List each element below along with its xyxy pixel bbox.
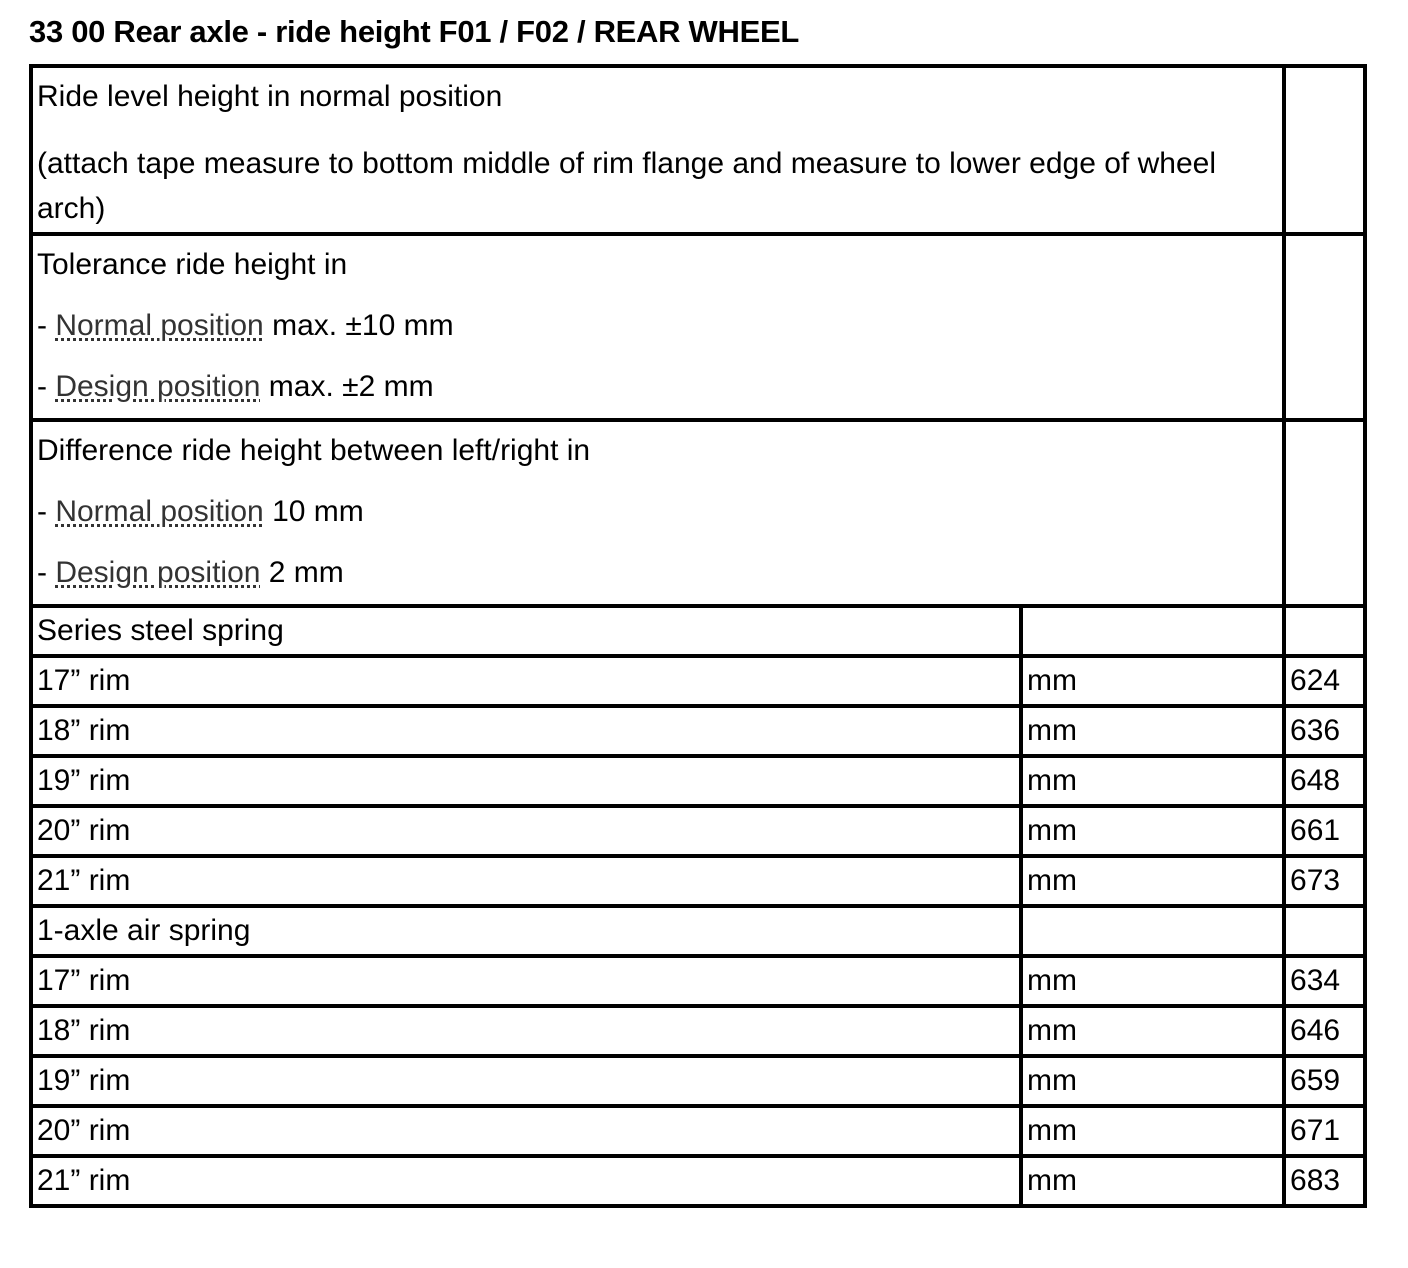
difference-row [31, 420, 1365, 606]
ride-height-value: 636 [1284, 706, 1365, 756]
unit: mm [1021, 956, 1284, 1006]
dash: - [37, 370, 56, 403]
group-header-row [31, 606, 1365, 656]
unit: mm [1021, 806, 1284, 856]
tolerance-normal-value: max. ±10 mm [263, 309, 454, 342]
dash: - [37, 495, 56, 528]
rim-size: 19” rim [31, 1056, 1021, 1106]
table-row [31, 956, 1365, 1006]
ride-height-value: 659 [1284, 1056, 1365, 1106]
intro-row [31, 66, 1365, 234]
tolerance-empty-cell [1284, 234, 1365, 420]
unit: mm [1021, 1056, 1284, 1106]
difference-heading: Difference ride height between left/right in [37, 434, 591, 467]
ride-height-value: 634 [1284, 956, 1365, 1006]
unit: mm [1021, 656, 1284, 706]
group-name: 1-axle air spring [31, 906, 1021, 956]
table-row [31, 756, 1365, 806]
difference-design-line [37, 556, 1278, 590]
table-row [31, 1006, 1365, 1056]
difference-empty-cell [1284, 420, 1365, 606]
rim-size: 21” rim [31, 856, 1021, 906]
ride-height-value: 673 [1284, 856, 1365, 906]
tolerance-normal-line [37, 309, 1278, 343]
design-position-link[interactable]: Design position [55, 556, 261, 589]
unit: mm [1021, 1156, 1284, 1206]
page-title: 33 00 Rear axle - ride height F01 / F02 / REAR WHEEL [29, 14, 799, 49]
tolerance-design-line [37, 370, 1278, 404]
table-row [31, 1106, 1365, 1156]
group-empty-unit [1021, 906, 1284, 956]
table-row [31, 706, 1365, 756]
unit: mm [1021, 856, 1284, 906]
difference-normal-line [37, 495, 1278, 529]
intro-cell [31, 66, 1284, 234]
rim-size: 21” rim [31, 1156, 1021, 1206]
rim-size: 20” rim [31, 806, 1021, 856]
ride-height-value: 648 [1284, 756, 1365, 806]
rim-size: 18” rim [31, 706, 1021, 756]
tolerance-design-value: max. ±2 mm [260, 370, 434, 403]
difference-design-value: 2 mm [260, 556, 344, 589]
dash: - [37, 309, 56, 342]
normal-position-link[interactable]: Normal position [55, 309, 264, 342]
ride-height-value: 683 [1284, 1156, 1365, 1206]
rim-size: 17” rim [31, 956, 1021, 1006]
rim-size: 19” rim [31, 756, 1021, 806]
table-row [31, 1056, 1365, 1106]
group-name: Series steel spring [31, 606, 1021, 656]
difference-normal-value: 10 mm [263, 495, 364, 528]
unit: mm [1021, 1006, 1284, 1056]
difference-cell [31, 420, 1284, 606]
ride-height-value: 661 [1284, 806, 1365, 856]
intro-heading: Ride level height in normal position [37, 80, 503, 113]
unit: mm [1021, 1106, 1284, 1156]
group-empty-value [1284, 606, 1365, 656]
group-empty-unit [1021, 606, 1284, 656]
rim-size: 18” rim [31, 1006, 1021, 1056]
tolerance-row [31, 234, 1365, 420]
table-row [31, 1156, 1365, 1206]
tolerance-cell [31, 234, 1284, 420]
rim-size: 20” rim [31, 1106, 1021, 1156]
intro-note: (attach tape measure to bottom middle of rim flange and measure to lower edge of wheel arch) [37, 147, 1216, 225]
ride-height-table [29, 64, 1367, 1208]
table-row [31, 656, 1365, 706]
rim-size: 17” rim [31, 656, 1021, 706]
tolerance-heading: Tolerance ride height in [37, 248, 348, 281]
normal-position-link[interactable]: Normal position [55, 495, 264, 528]
ride-height-value: 646 [1284, 1006, 1365, 1056]
ride-height-value: 624 [1284, 656, 1365, 706]
group-header-row [31, 906, 1365, 956]
design-position-link[interactable]: Design position [55, 370, 261, 403]
table-row [31, 806, 1365, 856]
ride-height-value: 671 [1284, 1106, 1365, 1156]
unit: mm [1021, 756, 1284, 806]
intro-empty-cell [1284, 66, 1365, 234]
dash: - [37, 556, 56, 589]
group-empty-value [1284, 906, 1365, 956]
table-row [31, 856, 1365, 906]
unit: mm [1021, 706, 1284, 756]
